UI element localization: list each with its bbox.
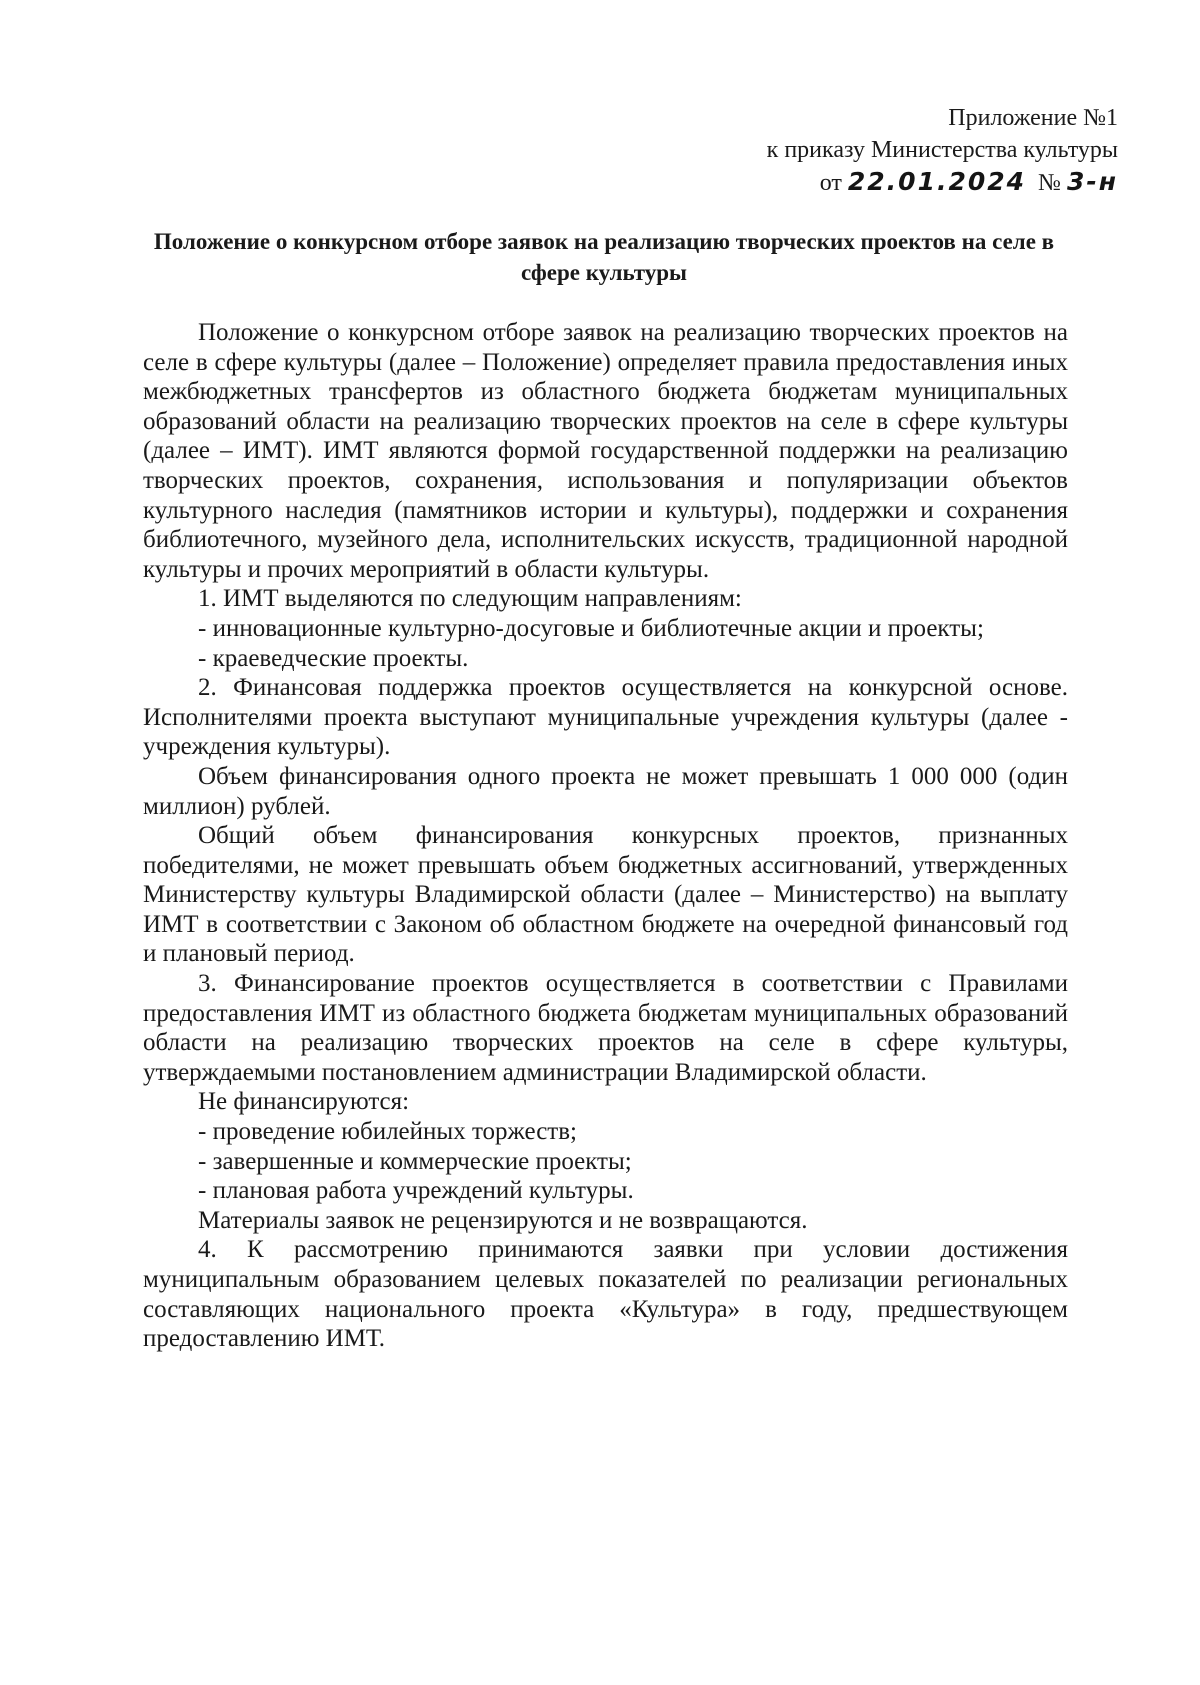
order-reference: к приказу Министерства культуры — [766, 137, 1118, 163]
document-title: Положение о конкурсном отборе заявок на реализацию творческих проектов на селе в сфере культуры — [153, 229, 1055, 285]
paragraph: Материалы заявок не рецензируются и не возвращаются. — [198, 1206, 808, 1234]
number-prefix: № — [1038, 170, 1061, 196]
handwritten-date: 22.01.2024 — [847, 167, 1027, 196]
paragraph: - проведение юбилейных торжеств; — [198, 1118, 577, 1146]
annex-label: Приложение №1 — [948, 105, 1118, 131]
document-body — [143, 318, 1068, 1354]
order-date-line — [767, 166, 1118, 199]
date-prefix: от — [819, 170, 842, 196]
paragraph: - завершенные и коммерческие проекты; — [198, 1147, 632, 1175]
paragraph: - плановая работа учреждений культуры. — [198, 1177, 634, 1205]
paragraph: Не финансируются: — [198, 1088, 410, 1116]
paragraph: 1. ИМТ выделяются по следующим направлениям: — [198, 585, 742, 613]
handwritten-number: 3-н — [1066, 167, 1118, 196]
paragraph: - инновационные культурно-досуговые и библиотечные акции и проекты; — [198, 614, 984, 642]
annex-header — [767, 102, 1118, 199]
paragraph: Объем финансирования одного проекта не может превышать 1 000 000 (один миллион) рублей. — [143, 762, 1068, 820]
paragraph: Положение о конкурсном отборе заявок на реализацию творческих проектов на селе в сфере культуры (далее – Положение) определяет правила предоставления иных межбюджетных трансфертов из областного бюджета бюджетам муниципальных образований области на реализацию творческих проектов на селе в сфере культуры (далее – ИМТ). ИМТ являются формой государственной поддержки на реализацию творческих проектов, сохранения, использования и популяризации объектов культурного наследия (памятников истории и культуры), поддержки и сохранения библиотечного, музейного дела, исполнительских искусств, традиционной народной культуры и прочих мероприятий в области культуры. — [143, 319, 1068, 583]
paragraph: Общий объем финансирования конкурсных проектов, признанных победителями, не может превышать объем бюджетных ассигнований, утвержденных Министерству культуры Владимирской области (далее – Министерство) на выплату ИМТ в соответствии с Законом об областном бюджете на очередной финансовый год и плановый период. — [143, 822, 1068, 968]
paragraph: 3. Финансирование проектов осуществляется в соответствии с Правилами предоставления ИМТ из областного бюджета бюджетам муниципальных образований области на реализацию творческих проектов на селе в сфере культуры, утверждаемыми постановлением администрации Владимирской области. — [143, 970, 1068, 1086]
paragraph: 4. К рассмотрению принимаются заявки при условии достижения муниципальным образованием целевых показателей по реализации региональных составляющих национального проекта «Культура» в году, предшествующем предоставлению ИМТ. — [143, 1236, 1068, 1353]
paragraph: 2. Финансовая поддержка проектов осуществляется на конкурсной основе. Исполнителями проекта выступают муниципальные учреждения культуры (далее - учреждения культуры). — [143, 674, 1068, 761]
paragraph: - краеведческие проекты. — [198, 644, 469, 672]
